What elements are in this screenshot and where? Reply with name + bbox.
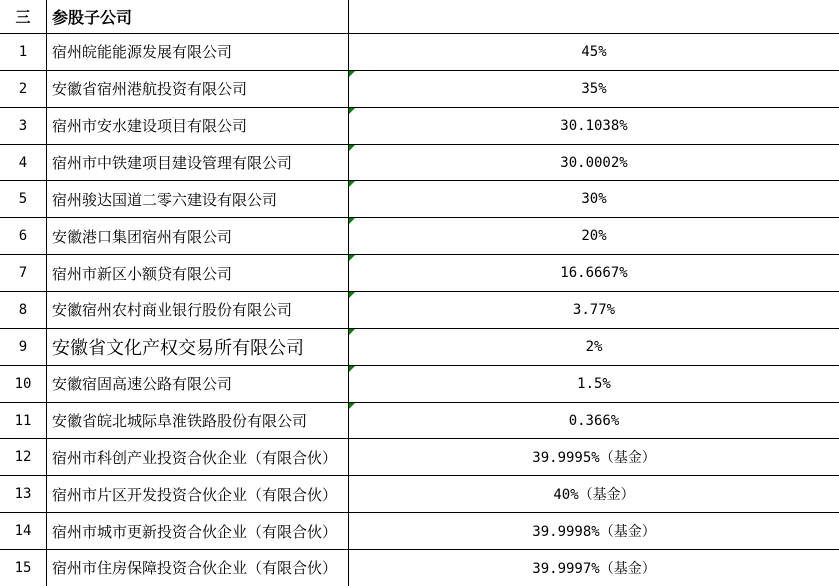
table-row [0, 365, 839, 402]
error-indicator-icon [349, 329, 355, 335]
ownership-value-cell[interactable] [349, 34, 839, 70]
error-indicator-icon [349, 292, 355, 298]
ownership-value-cell[interactable] [349, 439, 839, 475]
company-name-cell[interactable]: 宿州皖能能源发展有限公司 [47, 34, 349, 70]
header-value-cell[interactable] [349, 0, 839, 33]
table-row [0, 33, 839, 70]
company-name-cell[interactable]: 宿州市安水建设项目有限公司 [47, 108, 349, 144]
table-row [0, 475, 839, 512]
table-row [0, 291, 839, 328]
row-number-cell[interactable]: 12 [0, 439, 47, 475]
company-name-cell[interactable]: 宿州市中铁建项目建设管理有限公司 [47, 145, 349, 181]
company-name-cell[interactable]: 宿州骏达国道二零六建设有限公司 [47, 181, 349, 217]
row-number-cell[interactable]: 11 [0, 403, 47, 439]
row-number-cell[interactable]: 13 [0, 476, 47, 512]
company-name-cell[interactable]: 宿州市城市更新投资合伙企业（有限合伙） [47, 513, 349, 549]
ownership-value-cell[interactable] [349, 550, 839, 586]
header-index-cell[interactable]: 三 [0, 0, 47, 33]
company-name-cell[interactable]: 安徽省皖北城际阜淮铁路股份有限公司 [47, 403, 349, 439]
error-indicator-icon [349, 218, 355, 224]
company-name-cell[interactable]: 宿州市新区小额贷有限公司 [47, 255, 349, 291]
error-indicator-icon [349, 145, 355, 151]
row-number-cell[interactable]: 5 [0, 181, 47, 217]
row-number-cell[interactable]: 3 [0, 108, 47, 144]
ownership-value: 40%（基金） [553, 487, 635, 504]
ownership-value: 30% [581, 191, 607, 208]
ownership-value-cell[interactable] [349, 476, 839, 512]
error-indicator-icon [349, 403, 355, 409]
error-indicator-icon [349, 181, 355, 187]
table-row [0, 217, 839, 254]
row-number-cell[interactable]: 9 [0, 329, 47, 365]
company-name-cell[interactable]: 宿州市片区开发投资合伙企业（有限合伙） [47, 476, 349, 512]
ownership-value-cell[interactable] [349, 366, 839, 402]
row-number-cell[interactable]: 14 [0, 513, 47, 549]
company-name-cell[interactable]: 宿州市科创产业投资合伙企业（有限合伙） [47, 439, 349, 475]
ownership-value: 30.0002% [560, 154, 628, 171]
header-title-cell[interactable]: 参股子公司 [47, 0, 349, 33]
ownership-value-cell[interactable] [349, 329, 839, 365]
ownership-value: 39.9998%（基金） [532, 524, 656, 541]
table-row [0, 402, 839, 439]
ownership-value: 39.9997%（基金） [532, 560, 656, 577]
ownership-value: 39.9995%（基金） [532, 450, 656, 467]
table-row [0, 144, 839, 181]
row-number-cell[interactable]: 4 [0, 145, 47, 181]
ownership-value: 45% [581, 43, 607, 60]
table-row [0, 328, 839, 365]
ownership-value: 1.5% [577, 375, 611, 392]
ownership-value-cell[interactable] [349, 71, 839, 107]
row-number-cell[interactable]: 8 [0, 292, 47, 328]
table-header-row [0, 0, 839, 33]
company-name-cell[interactable]: 安徽港口集团宿州有限公司 [47, 218, 349, 254]
ownership-value-cell[interactable] [349, 218, 839, 254]
ownership-value: 35% [581, 80, 607, 97]
ownership-value: 3.77% [572, 301, 616, 318]
ownership-value-cell[interactable] [349, 255, 839, 291]
ownership-value-cell[interactable] [349, 108, 839, 144]
row-number-cell[interactable]: 6 [0, 218, 47, 254]
row-number-cell[interactable]: 7 [0, 255, 47, 291]
error-indicator-icon [349, 108, 355, 114]
row-number-cell[interactable]: 15 [0, 550, 47, 586]
error-indicator-icon [349, 366, 355, 372]
table-row [0, 438, 839, 475]
ownership-value: 20% [581, 228, 607, 245]
table-row [0, 254, 839, 291]
table-row [0, 512, 839, 549]
row-number-cell[interactable]: 10 [0, 366, 47, 402]
company-name-cell[interactable]: 安徽省宿州港航投资有限公司 [47, 71, 349, 107]
ownership-value-cell[interactable] [349, 292, 839, 328]
table-row [0, 549, 839, 586]
ownership-value-cell[interactable] [349, 513, 839, 549]
ownership-value: 0.366% [568, 412, 620, 429]
ownership-value: 16.6667% [560, 265, 628, 282]
table-row [0, 180, 839, 217]
row-number-cell[interactable]: 1 [0, 34, 47, 70]
ownership-value-cell[interactable] [349, 145, 839, 181]
company-name-cell[interactable]: 安徽宿固高速公路有限公司 [47, 366, 349, 402]
table-row [0, 107, 839, 144]
row-number-cell[interactable]: 2 [0, 71, 47, 107]
company-name-cell[interactable]: 安徽省文化产权交易所有限公司 [47, 329, 349, 365]
ownership-value: 2% [585, 338, 603, 355]
ownership-value-cell[interactable] [349, 403, 839, 439]
table-row [0, 70, 839, 107]
ownership-value-cell[interactable] [349, 181, 839, 217]
company-name-cell[interactable]: 安徽宿州农村商业银行股份有限公司 [47, 292, 349, 328]
ownership-value: 30.1038% [560, 117, 628, 134]
error-indicator-icon [349, 255, 355, 261]
company-name-cell[interactable]: 宿州市住房保障投资合伙企业（有限合伙） [47, 550, 349, 586]
error-indicator-icon [349, 71, 355, 77]
